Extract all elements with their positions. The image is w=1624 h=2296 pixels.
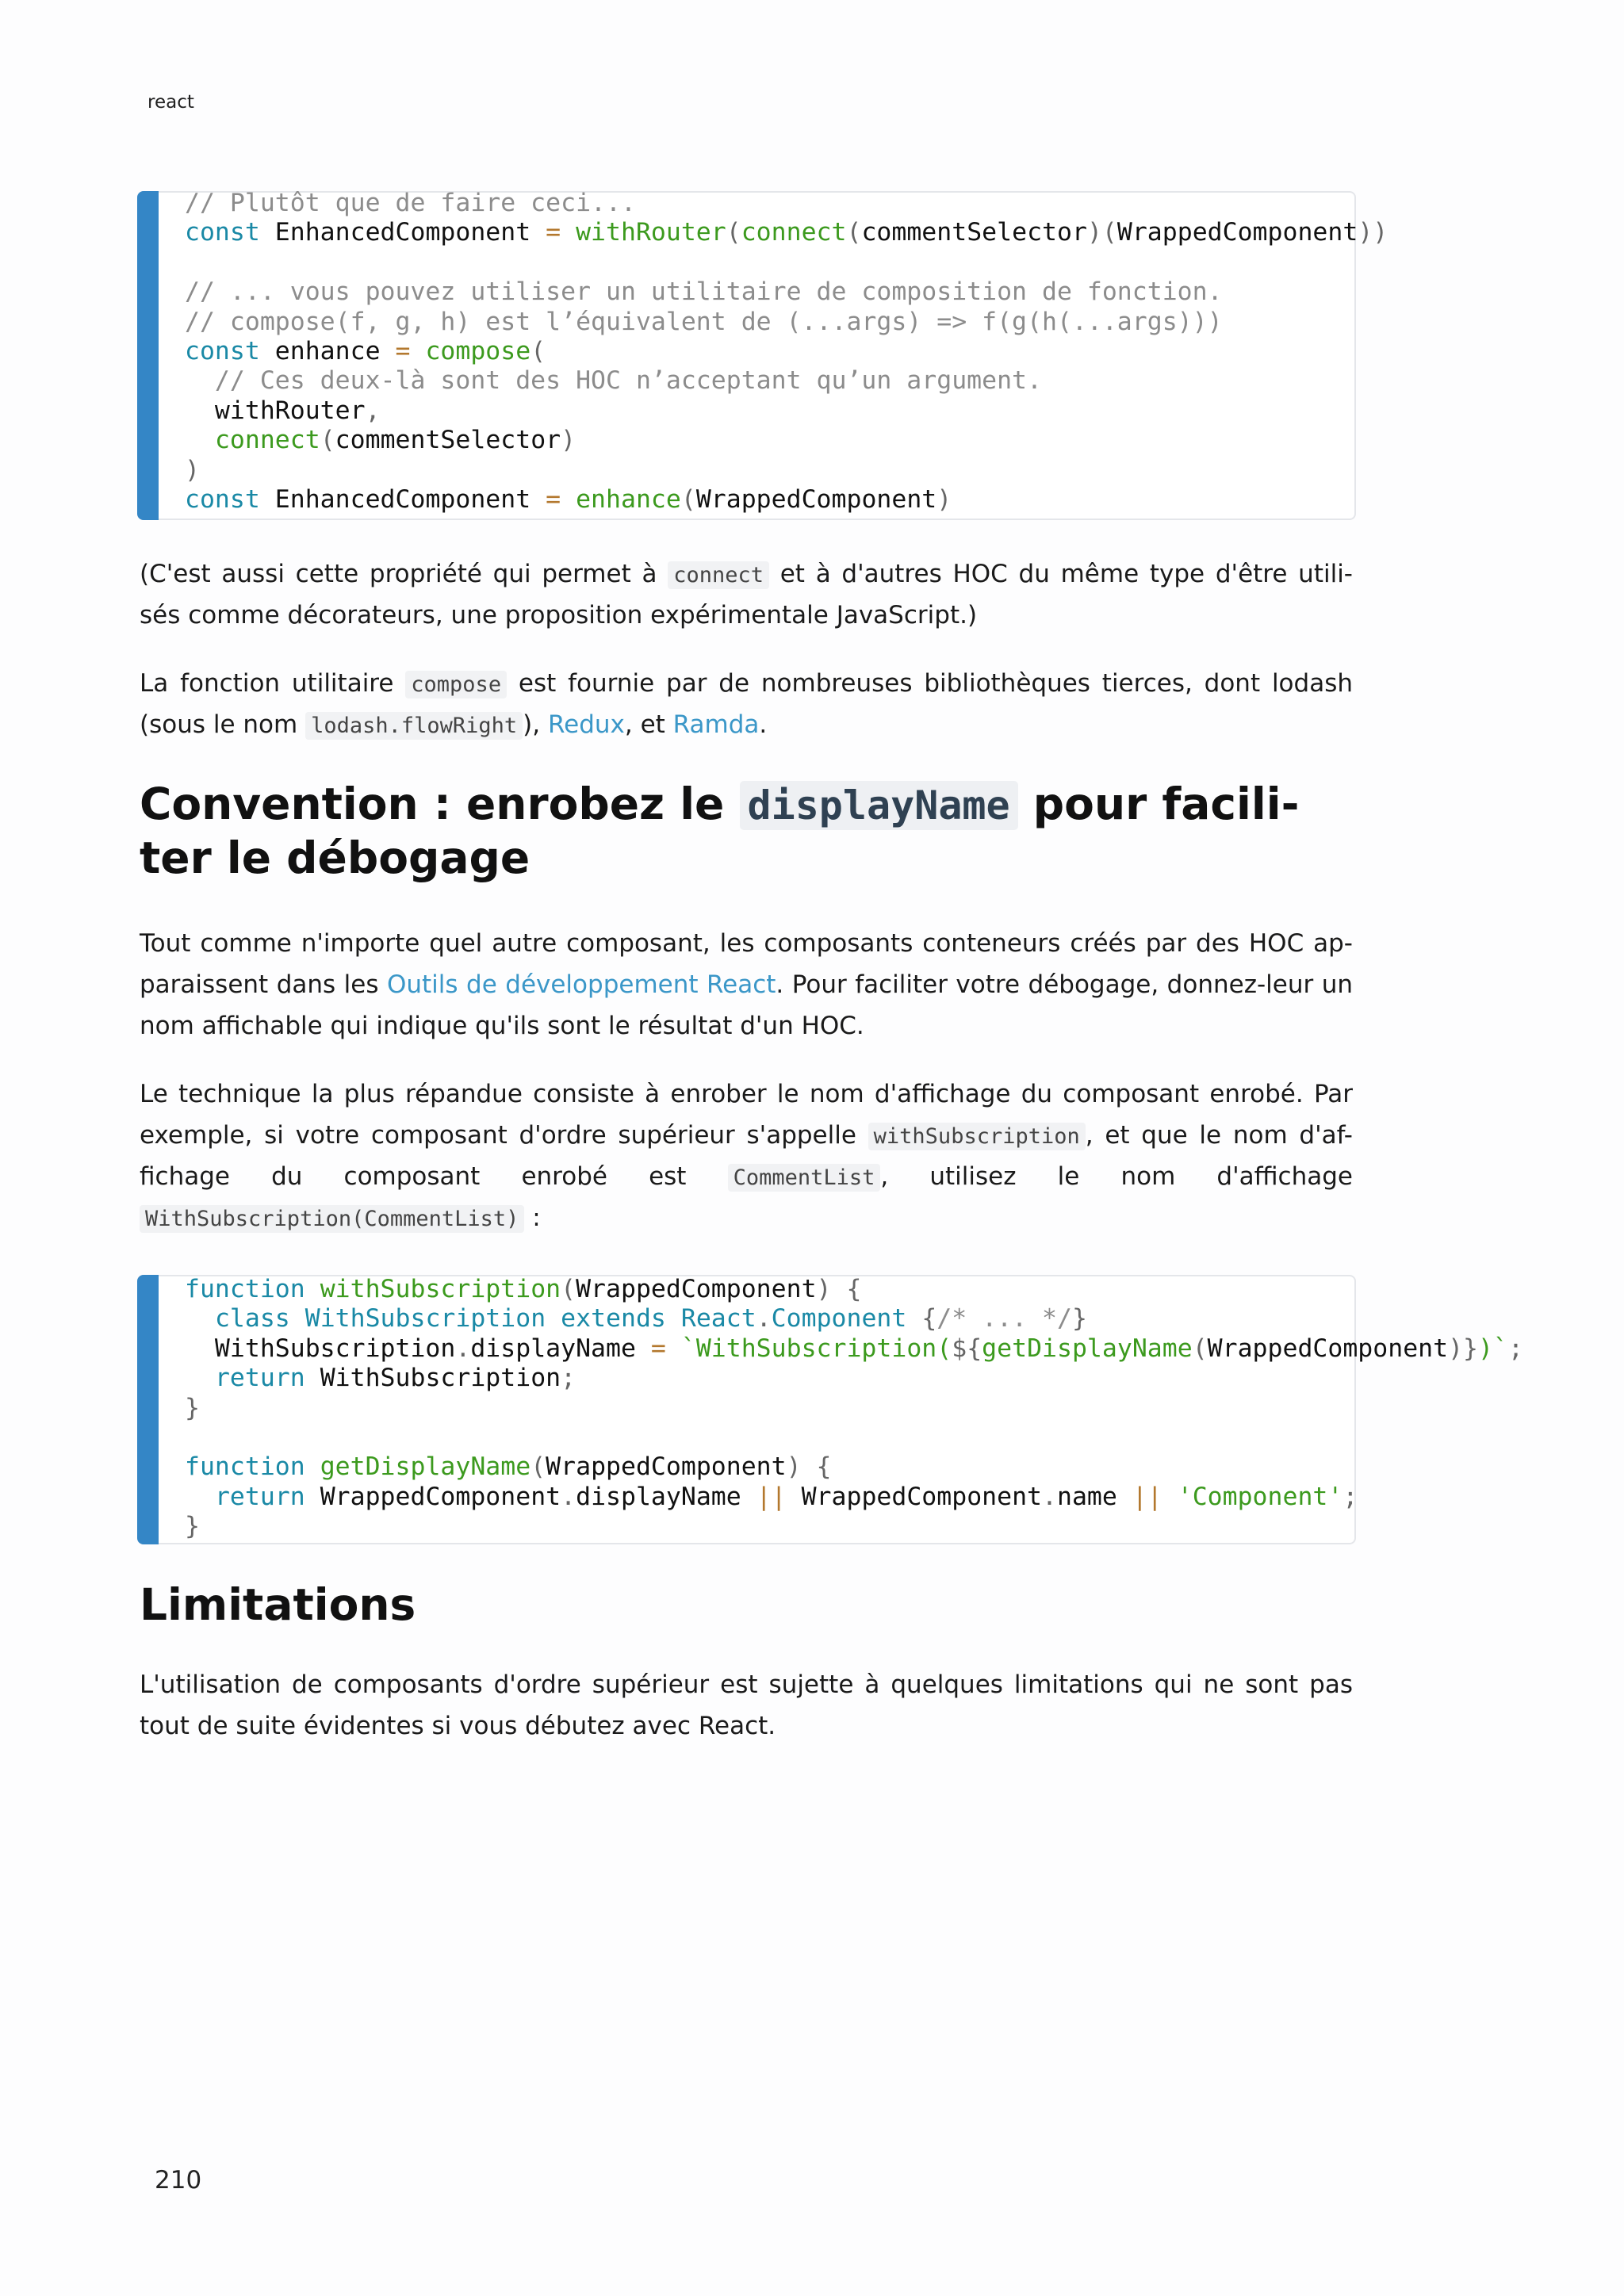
code-token bbox=[185, 1483, 215, 1511]
inline-code-commentlist: CommentList bbox=[728, 1164, 881, 1192]
code-token bbox=[185, 1304, 215, 1333]
code-token: )( bbox=[1086, 218, 1117, 247]
text: ), bbox=[523, 710, 548, 739]
code-line bbox=[185, 396, 1388, 426]
code-token bbox=[666, 1304, 681, 1333]
code-token: 'Component' bbox=[1177, 1482, 1343, 1511]
code-token: ; bbox=[1342, 1482, 1358, 1511]
text: . Pour faciliter votre débogage, donnez-leur un bbox=[776, 970, 1354, 999]
text: , utilisez le nom d'affichage bbox=[880, 1162, 1353, 1191]
code-token bbox=[410, 337, 425, 365]
paragraph-line bbox=[140, 704, 1353, 745]
text: paraissent dans les bbox=[140, 970, 387, 999]
code-token bbox=[561, 218, 576, 247]
link-ramda[interactable]: Ramda bbox=[672, 710, 760, 739]
code-token: WrappedComponent bbox=[546, 1452, 787, 1482]
code-token: // Ces deux-là sont des HOC n’acceptant qu’un argument. bbox=[185, 366, 1042, 396]
code-token: ( bbox=[561, 1275, 576, 1303]
code-token: . bbox=[561, 1482, 576, 1511]
code-token: . bbox=[455, 1334, 471, 1363]
code-token: withSubscription bbox=[320, 1275, 561, 1303]
code-line bbox=[185, 1394, 1523, 1423]
text: (sous le nom bbox=[140, 710, 306, 739]
code-line bbox=[185, 1423, 1523, 1452]
code-token: connect bbox=[741, 218, 847, 247]
code-line bbox=[185, 1364, 1523, 1393]
code-token: ; bbox=[561, 1364, 576, 1393]
code-token: ) bbox=[561, 426, 576, 455]
text: tout de suite évidentes si vous débutez avec React. bbox=[140, 1712, 776, 1740]
code-token: ( bbox=[846, 218, 862, 247]
paragraph-line bbox=[140, 595, 1353, 636]
code-token: || bbox=[1132, 1482, 1162, 1511]
code-token: class bbox=[214, 1304, 290, 1334]
code-line bbox=[185, 248, 1388, 277]
text: Le technique la plus répandue consiste à enrober le nom d'affichage du composant enrobé. Par bbox=[140, 1080, 1353, 1108]
code-token: ${ bbox=[952, 1334, 982, 1363]
page-number: 210 bbox=[155, 2166, 202, 2195]
code-token: `WithSubscription( bbox=[680, 1334, 952, 1363]
code-token: displayName bbox=[470, 1334, 651, 1363]
paragraph-line bbox=[140, 1005, 1353, 1047]
heading-code-displayname: displayName bbox=[740, 781, 1018, 830]
code-token: return bbox=[214, 1482, 305, 1511]
code-token: )` bbox=[1478, 1334, 1508, 1363]
code-token: function bbox=[185, 1452, 305, 1482]
inline-code-connect: connect bbox=[668, 561, 769, 589]
inline-code-withsubscription: withSubscription bbox=[868, 1123, 1086, 1150]
heading-line bbox=[140, 777, 1361, 831]
code-token: commentSelector bbox=[335, 426, 561, 455]
code-token: Component bbox=[771, 1304, 907, 1334]
code-token: // Plutôt que de faire ceci... bbox=[185, 189, 636, 217]
code-token: EnhancedComponent bbox=[259, 218, 546, 247]
code-token: WrappedComponent bbox=[786, 1482, 1043, 1511]
code-token: ( bbox=[1192, 1334, 1208, 1363]
code-token: ( bbox=[530, 336, 546, 365]
text: Tout comme n'importe quel autre composant, les composants conteneurs créés par des HOC ap- bbox=[140, 929, 1353, 958]
code-token: ) { bbox=[816, 1275, 862, 1303]
code-line bbox=[185, 1334, 1523, 1364]
code-token bbox=[546, 1304, 561, 1333]
text: L'utilisation de composants d'ordre supérieur est sujette à quelques limitations qui ne sont pas bbox=[140, 1670, 1353, 1699]
code-token: const bbox=[185, 336, 260, 365]
code-token: } bbox=[185, 1512, 200, 1541]
code-line bbox=[185, 1304, 1523, 1334]
paragraph-limitations bbox=[140, 1664, 1353, 1747]
paragraph-decorators bbox=[140, 553, 1353, 636]
code-token: /* ... */ bbox=[936, 1304, 1072, 1334]
code-block-accent-bar bbox=[137, 1275, 159, 1544]
section-heading-limitations: Limitations bbox=[140, 1579, 416, 1630]
code-line bbox=[185, 366, 1388, 396]
code-token: name bbox=[1057, 1482, 1132, 1511]
code-token: React bbox=[680, 1304, 756, 1334]
code-line bbox=[185, 277, 1388, 307]
text: et à d'autres HOC du même type d'être utili- bbox=[769, 560, 1353, 588]
code-token: getDisplayName bbox=[320, 1452, 531, 1482]
code-token: withRouter bbox=[185, 396, 366, 425]
code-token: WithSubscription bbox=[304, 1304, 546, 1334]
code-token: getDisplayName bbox=[982, 1334, 1193, 1363]
link-redux[interactable]: Redux bbox=[547, 710, 625, 739]
code-token: } bbox=[185, 1393, 200, 1422]
paragraph-line bbox=[140, 923, 1353, 964]
heading-text: Convention : enrobez le bbox=[140, 779, 740, 829]
code-token: = bbox=[546, 218, 561, 247]
code-token: EnhancedComponent bbox=[259, 484, 546, 514]
paragraph-display-name-technique bbox=[140, 1073, 1353, 1238]
code-block-display-name bbox=[137, 1275, 1523, 1544]
text: , et que le nom d'af- bbox=[1085, 1121, 1353, 1150]
code-token bbox=[185, 1364, 215, 1392]
code-line bbox=[185, 218, 1388, 247]
code-token: = bbox=[650, 1334, 666, 1363]
code-token: ( bbox=[726, 218, 741, 247]
code-token: { bbox=[921, 1304, 937, 1334]
text: nom affichable qui indique qu'ils sont le résultat d'un HOC. bbox=[140, 1012, 864, 1040]
heading-line bbox=[140, 831, 1361, 885]
code-lines bbox=[185, 1275, 1523, 1542]
code-token: = bbox=[546, 484, 561, 514]
text: sés comme décorateurs, une proposition expérimentale JavaScript.) bbox=[140, 601, 978, 629]
code-token: , bbox=[365, 396, 381, 425]
code-token: )) bbox=[1358, 218, 1388, 247]
code-token: WrappedComponent bbox=[576, 1275, 817, 1303]
code-token: enhance bbox=[576, 484, 681, 514]
code-token bbox=[1162, 1483, 1178, 1511]
code-token bbox=[666, 1334, 681, 1363]
code-token: ) { bbox=[786, 1452, 832, 1482]
code-token: || bbox=[756, 1482, 787, 1511]
text: exemple, si votre composant d'ordre supérieur s'appelle bbox=[140, 1121, 868, 1150]
code-token: const bbox=[185, 484, 260, 514]
code-line bbox=[185, 308, 1388, 337]
code-line bbox=[185, 1275, 1523, 1304]
code-token: WrappedComponent bbox=[1207, 1334, 1449, 1363]
code-token: ) bbox=[185, 455, 200, 484]
paragraph-devtools bbox=[140, 923, 1353, 1047]
code-token: ( bbox=[320, 426, 335, 455]
heading-text: ter le débogage bbox=[140, 832, 530, 883]
code-lines bbox=[185, 189, 1388, 515]
text: est fournie par de nombreuses bibliothèques tierces, dont lodash bbox=[507, 669, 1353, 698]
code-token: connect bbox=[214, 426, 320, 455]
paragraph-line bbox=[140, 964, 1353, 1005]
code-token: return bbox=[214, 1364, 305, 1393]
code-line bbox=[185, 189, 1388, 218]
inline-code-withsubscription-commentlist: WithSubscription(CommentList) bbox=[140, 1205, 524, 1233]
code-token: withRouter bbox=[576, 218, 726, 247]
paragraph-line bbox=[140, 1115, 1353, 1156]
code-line bbox=[185, 426, 1388, 455]
text: fichage du composant enrobé est bbox=[140, 1162, 728, 1191]
code-token: // ... vous pouvez utiliser un utilitaire de composition de fonction. bbox=[185, 277, 1223, 307]
paragraph-line bbox=[140, 1664, 1353, 1705]
code-token: // compose(f, g, h) est l’équivalent de (...args) => f(g(h(...args))) bbox=[185, 307, 1223, 336]
code-token: const bbox=[185, 218, 260, 247]
code-token: )} bbox=[1448, 1334, 1479, 1363]
text: (C'est aussi cette propriété qui permet à bbox=[140, 560, 668, 588]
code-block-compose bbox=[137, 189, 1388, 520]
code-token: displayName bbox=[576, 1482, 756, 1511]
code-token bbox=[185, 426, 215, 454]
code-token: ) bbox=[936, 484, 952, 514]
text: , et bbox=[624, 710, 673, 739]
code-token bbox=[290, 1304, 305, 1333]
link-react-devtools[interactable]: Outils de développement React bbox=[386, 970, 776, 999]
code-line bbox=[185, 1483, 1523, 1512]
code-token bbox=[906, 1304, 921, 1333]
code-token: . bbox=[756, 1304, 772, 1334]
code-token bbox=[305, 1452, 320, 1481]
code-token bbox=[305, 1275, 320, 1303]
code-token bbox=[561, 485, 576, 514]
code-token: ; bbox=[1507, 1334, 1523, 1363]
code-token: = bbox=[395, 336, 411, 365]
code-token: function bbox=[185, 1275, 305, 1303]
code-token: } bbox=[1071, 1304, 1087, 1334]
running-header: react bbox=[147, 92, 194, 113]
code-token: WrappedComponent bbox=[304, 1482, 561, 1511]
code-line bbox=[185, 1452, 1523, 1482]
code-line bbox=[185, 1512, 1523, 1541]
code-line bbox=[185, 456, 1388, 485]
code-token: WrappedComponent bbox=[1116, 218, 1358, 247]
inline-code-compose: compose bbox=[405, 671, 507, 698]
code-token: ( bbox=[680, 484, 696, 514]
code-token: commentSelector bbox=[861, 218, 1087, 247]
code-token: . bbox=[1042, 1482, 1057, 1511]
paragraph-line bbox=[140, 1197, 1353, 1238]
code-token: WithSubscription bbox=[185, 1334, 456, 1363]
code-line bbox=[185, 485, 1388, 515]
section-heading-convention bbox=[140, 777, 1361, 885]
text: . bbox=[759, 710, 768, 739]
text: : bbox=[524, 1203, 541, 1232]
paragraph-line bbox=[140, 1156, 1353, 1197]
paragraph-line bbox=[140, 663, 1353, 704]
paragraph-line bbox=[140, 553, 1353, 595]
text: La fonction utilitaire bbox=[140, 669, 406, 698]
code-token: extends bbox=[561, 1304, 666, 1334]
heading-text: pour facili- bbox=[1017, 779, 1300, 829]
code-token: enhance bbox=[259, 336, 396, 365]
code-token: compose bbox=[425, 336, 531, 365]
code-line bbox=[185, 337, 1388, 366]
code-token: WrappedComponent bbox=[695, 484, 937, 514]
inline-code-lodash-flowright: lodash.flowRight bbox=[305, 712, 523, 740]
code-block-accent-bar bbox=[137, 191, 159, 520]
paragraph-line bbox=[140, 1705, 1353, 1747]
code-token: WithSubscription bbox=[304, 1364, 561, 1393]
paragraph-line bbox=[140, 1073, 1353, 1115]
paragraph-compose-utility bbox=[140, 663, 1353, 745]
code-token: ( bbox=[530, 1452, 546, 1482]
